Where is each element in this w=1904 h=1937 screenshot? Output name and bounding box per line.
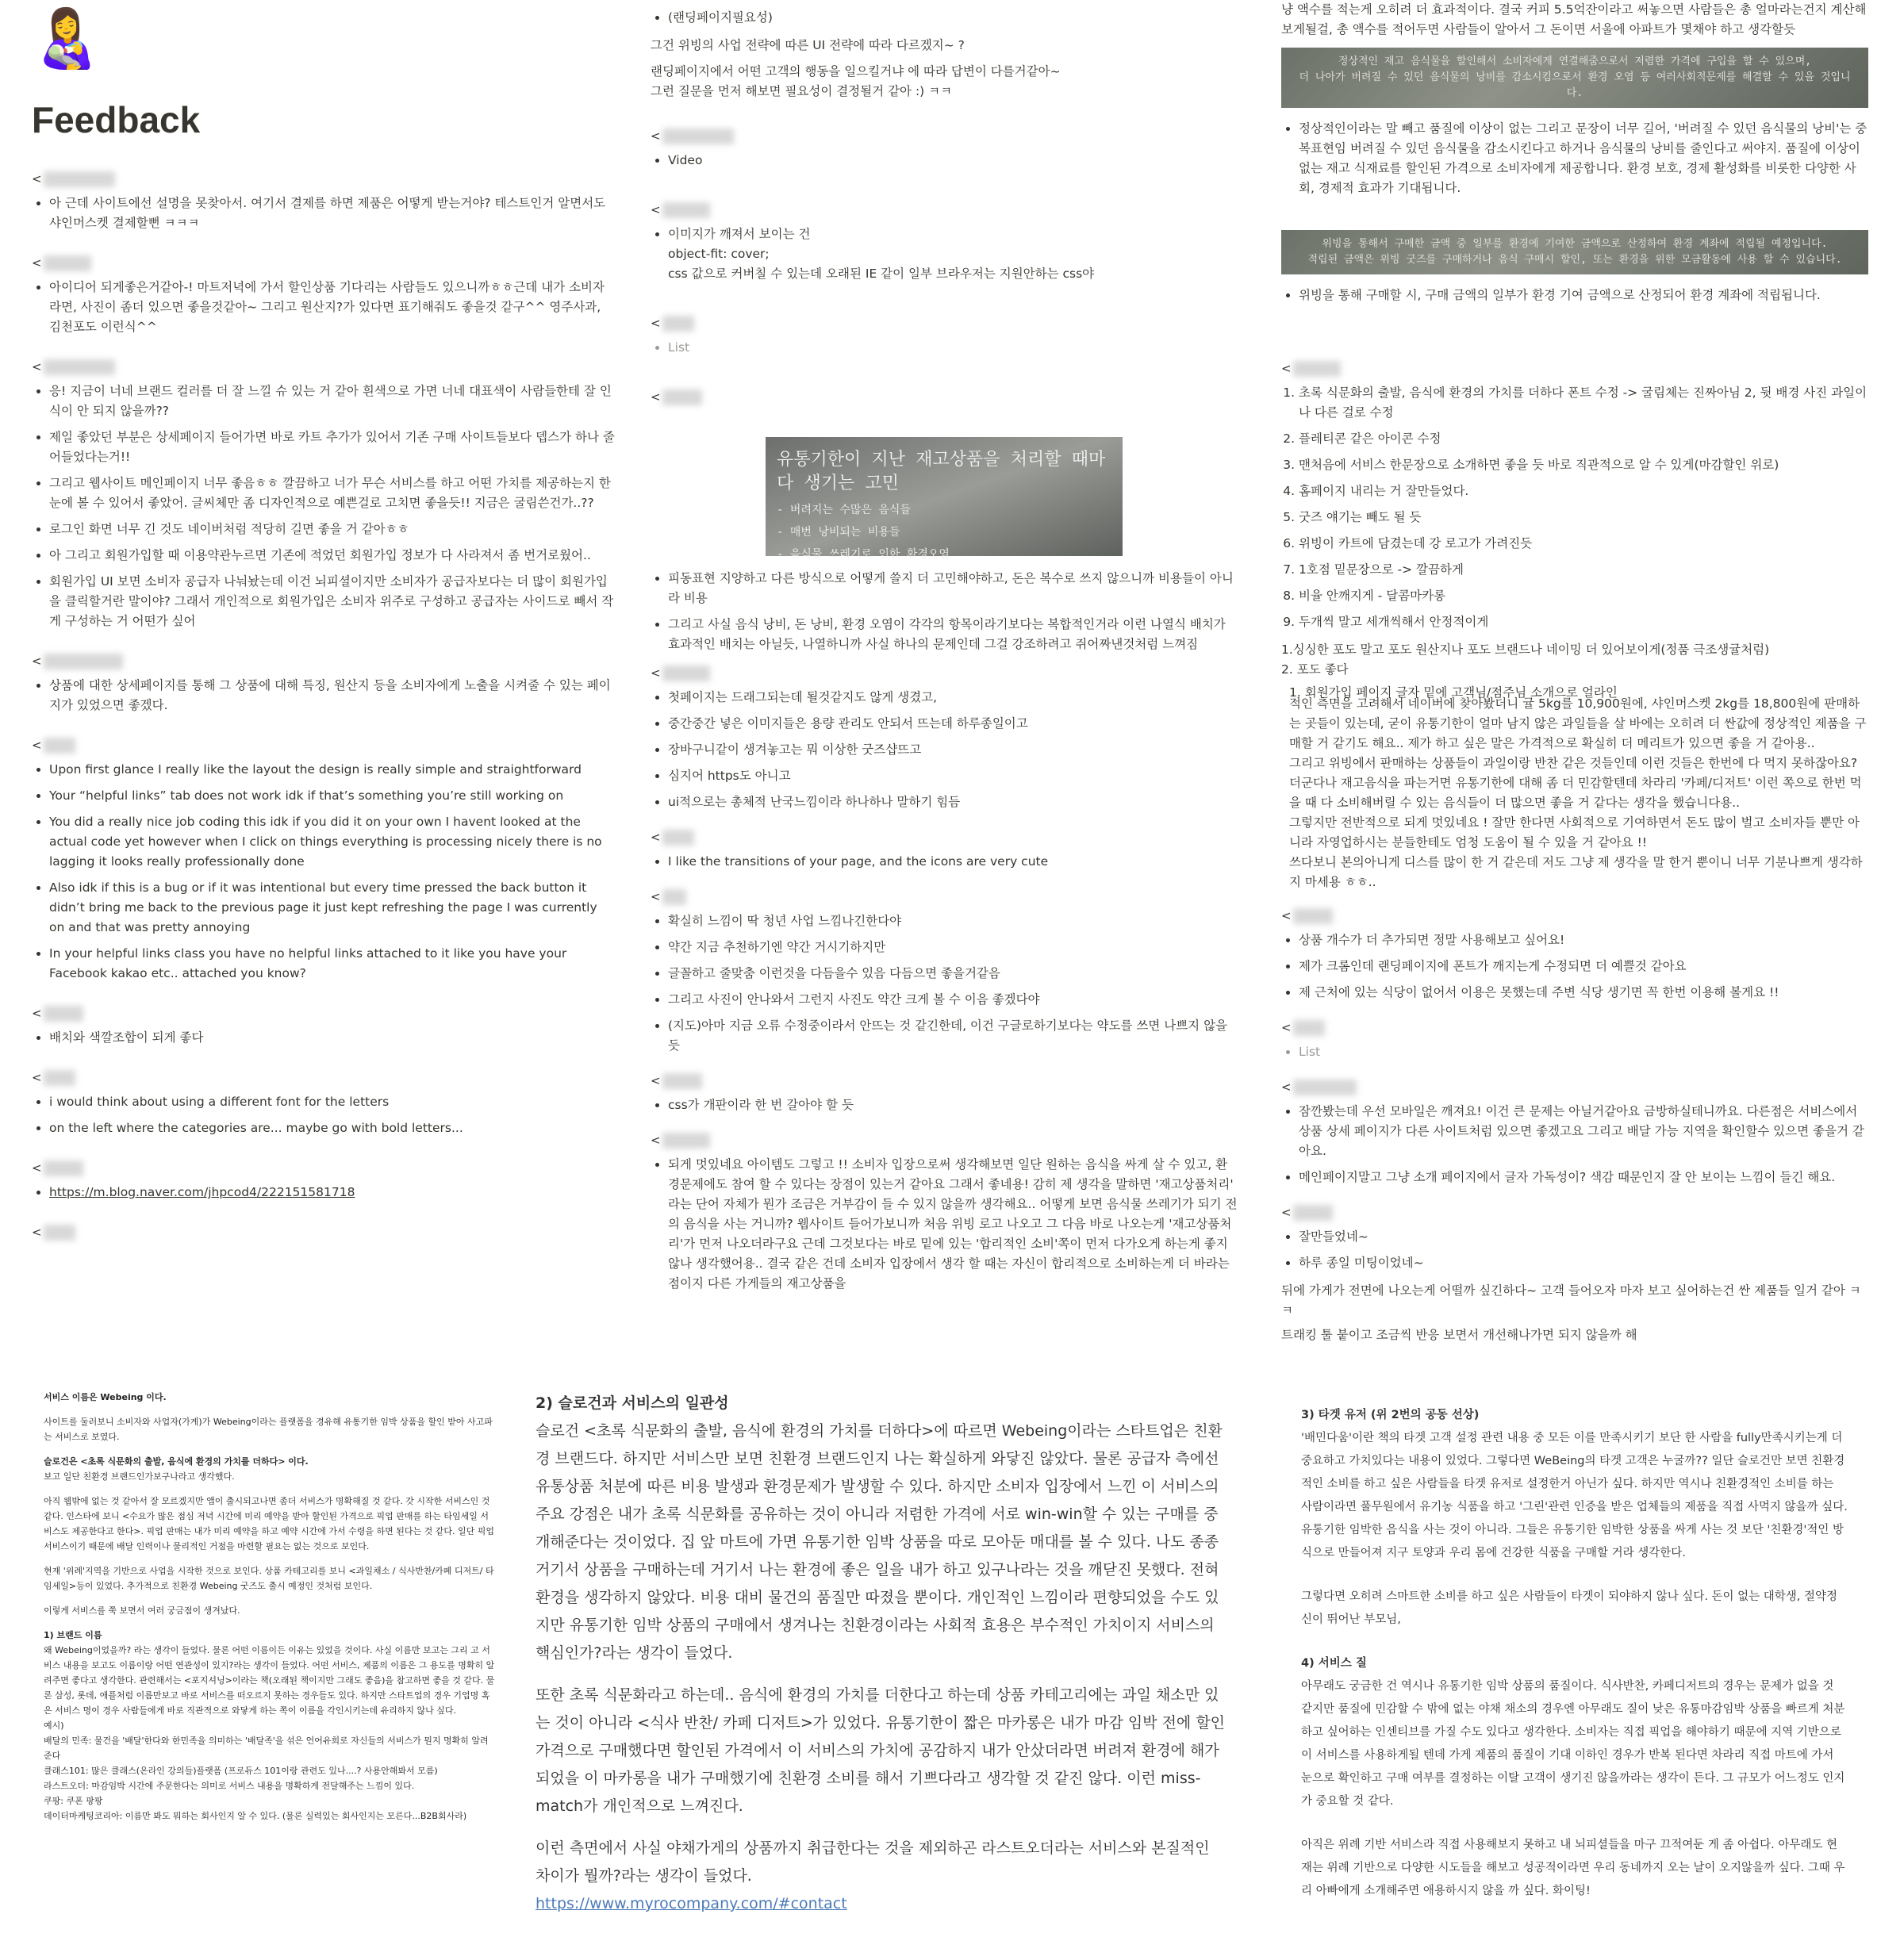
list-item: 2. 플레티콘 같은 아이콘 수정 (1299, 429, 1868, 449)
list-item: • 정상적인이라는 말 빼고 품질에 이상이 없는 그리고 문장이 너무 길어, '버려질 수 있던 음식물의 낭비'는 중복표현임 버려질 수 있던 음식물을 감소시킨다고 하거나 음식물의 낭비를 줄인다고 써야지. 품질에 이상이 없는 재고 식재료를 할인된 가격으로 소비자에게 제공합니다. 환경 보호, 경제 활성화를 비롯한 다양한 사회, 경제적 효과가 기대됩니다. (1299, 119, 1868, 198)
list-item: • 위빙을 통해 구매할 시, 구매 금액의 일부가 환경 기여 금액으로 산정되어 환경 계좌에 적립됩니다. (1299, 286, 1868, 305)
commenter-name: < (1281, 1080, 1357, 1095)
comment-list (651, 8, 1238, 28)
list-item: • 글꼴하고 줄맞춤 이런것을 다듬을수 있음 다듬으면 좋을거같음 (668, 964, 1238, 984)
list-item: • Your “helpful links” tab does not work idk if that’s something you’re still working on (49, 786, 615, 806)
list-item: • css가 개판이라 한 번 갈아야 할 듯 (668, 1095, 1238, 1115)
feedback-column-2 (651, 0, 1238, 1291)
doc-paragraph: 예시) (44, 1720, 64, 1731)
commenter-name: < (1281, 1020, 1325, 1036)
list-item: • 배치와 색깔조합이 되게 좋다 (49, 1028, 615, 1048)
commenter-name: < (651, 316, 694, 332)
reply-line: 1.싱싱한 포도 말고 포도 원산지나 포도 브랜드나 네이밍 더 있어보이게(정품 극조생귤처럼) (1281, 642, 1770, 657)
list-item: 5. 굿즈 얘기는 빼도 될 듯 (1299, 508, 1868, 527)
review-document-left (44, 1390, 496, 1929)
comment-list (32, 382, 615, 631)
list-item: • 피동표현 지양하고 다른 방식으로 어떻게 쓸지 더 고민해야하고, 돈은 복수로 쓰지 않으니까 비용들이 아니라 비용 (668, 569, 1238, 608)
list-item: • 심지어 https도 아니고 (668, 766, 1238, 786)
list-item-text: 이미지가 깨져서 보이는 건 (668, 227, 811, 241)
image-bullet: - 음식물 쓰레기로 인한 환경오염 (777, 548, 950, 561)
comment-list (32, 278, 615, 337)
commenter-name: < (32, 1006, 83, 1022)
doc-subheading: 3) 타겟 유저 (위 2번의 공동 선상) (1301, 1409, 1480, 1421)
comment-list (32, 1092, 615, 1138)
reply-line: 트래킹 툴 붙이고 조금씩 반응 보면서 개선해나가면 되지 않을까 해 (1281, 1328, 1637, 1342)
review-document-middle (536, 1390, 1226, 1929)
doc-paragraph: 라스트오더: 마감임박 시간에 주문한다는 의미로 서비스 내용을 명확하게 전달해주는 느낌이 있다. (44, 1781, 415, 1791)
doc-paragraph: 이런 측면에서 사실 야채가게의 상품까지 취급한다는 것을 제외하곤 라스트오더라는 서비스와 본질적인 차이가 뭘까?라는 생각이 들었다. (536, 1839, 1210, 1885)
comment-list (32, 194, 615, 233)
contact-link[interactable]: https://www.myrocompany.com/#contact (536, 1895, 847, 1912)
list-item: 7. 1호점 밑문장으로 -> 깔끔하게 (1299, 560, 1868, 580)
list-item: • 제가 크롬인데 랜딩페이지에 폰트가 깨지는게 수정되면 더 예쁠것 같아요 (1299, 957, 1868, 976)
feedback-column-1 (32, 0, 615, 1241)
list-item: • 잘만들었네~ (1299, 1227, 1868, 1247)
feedback-column-3 (1281, 0, 1868, 1345)
list-item: • You did a really nice job coding this idk if you did it on your own I havent looked at the actual code yet however when I click on things everything is processing nicely there is no lagging it looks really professionally done (49, 812, 615, 872)
comment-list (32, 676, 615, 715)
comment-list (651, 911, 1238, 1056)
doc-paragraph: 클래스101: 많은 클래스(온라인 강의들)플랫폼 (프로듀스 101이랑 관련도 있나....? 사용안해봐서 모름) (44, 1766, 438, 1776)
commenter-name: < (651, 128, 734, 144)
comment-list (32, 760, 615, 984)
doc-paragraph: 데이터마케팅코리아: 이름만 봐도 뭐하는 회사인지 알 수 있다. (물론 실력있는 회사인지는 모른다...B2B회사라) (44, 1811, 467, 1821)
numbered-list (1281, 383, 1868, 632)
doc-paragraph: 현재 '위례'지역을 기반으로 사업을 시작한 것으로 보인다. 상품 카테고리를 보니 <과일채소 / 식사반찬/카페 디저트/ 타임세일>등이 있었다. 추가적으로 친환경 Webeing 굿즈도 출시 예정인 것처럼 보인다. (44, 1566, 494, 1591)
doc-paragraph: 사이트를 둘러보니 소비자와 사업자(가게)가 Webeing이라는 플랫폼을 경유해 유통기한 임박 상품을 할인 받아 사고파는 서비스로 보였다. (44, 1417, 493, 1442)
doc-paragraph: 보고 일단 친환경 브랜드인가보구나라고 생각했다. (44, 1471, 235, 1482)
banner-line: 적립된 금액은 위빙 굿즈를 구매하거나 음식 구매시 할인, 또는 환경을 위한 모금활동에 사용 할 수 있습니다. (1307, 254, 1842, 266)
list-item: • on the left where the categories are... maybe go with bold letters... (49, 1118, 615, 1138)
reply-line: 랜딩페이지에서 어떤 고객의 행동을 일으킬거냐 에 따라 답변이 다를거같아~ (651, 64, 1061, 79)
doc-paragraph: 배달의 민족: 물건을 '배달'한다와 한민족을 의미하는 '배달족'을 섞은 언어유희로 자신들의 서비스가 뭔지 명확히 알려준다 (44, 1736, 489, 1761)
doc-paragraph: '배민다움'이란 책의 타겟 고객 설정 관련 내용 중 모든 이를 만족시키기 보단 한 사람을 fully만족시키는게 더 중요하고 가치있다는 내용이 있었다. 그렇다면 WeBeing의 타겟 고객은 누굴까?? 일단 슬로건만 보면 친환경적인 소비를 하고 싶은 사람들을 타겟 유저로 설정한거 아닌가 싶다. 하지만 역시나 친환경적인 소비를 하는 사람이라면 풀무원에서 유기농 식품을 하고 '그린'관련 인증을 받은 업체들의 제품을 직접 사먹지 않을까 싶다. 유통기한 임박한 음식을 사는 것이 아니라. 그들은 유통기한 임박한 상품을 싸게 사는 것 보단 '친환경'적인 방식으로 만들어져 지구 토양과 우리 몸에 건강한 식품을 구매할 거라 생각한다. (1301, 1432, 1848, 1559)
commenter-name: < (32, 359, 115, 375)
list-item: • 되게 멋있네요 아이템도 그렇고 !! 소비자 입장으로써 생각해보면 일단 원하는 음식을 싸게 살 수 있고, 환경문제에도 참여 할 수 있다는 장점이 있는거 같아요 그래서 좋네용! 감히 제 생각을 말하면 '재고상품처리' 라는 단어 자체가 뭔가 조금은 거부감이 들 수 있지 않을까 생각해요.. 어떻게 보면 음식물 쓰레기가 되기 전의 음식을 사는 거니까? 웹사이트 들어가보니까 처음 위빙 로고 나오고 그 다음 바로 나오는게 '재고상품처리'가 먼저 나오더라구요 근데 그것보다는 바로 밑에 있는 '합리적인 소비'쪽이 먼저 다가오게 하는게 좋지 않나 생각했어용.. 결국 같은 건데 소비자 입장에서 생각 할 때는 자신이 합리적으로 소비하는게 더 바라는 점이지 다른 가게들의 재고상품을 (668, 1155, 1238, 1274)
doc-paragraph: 또한 초록 식문화라고 하는데.. 음식에 환경의 가치를 더한다고 하는데 상품 카테고리에는 과일 채소만 있는 것이 아니라 <식사 반찬/ 카페 디저트>가 있었다. 유통기한이 짧은 마카롱은 내가 마감 임박 전에 할인 가격으로 구매했다면 할인된 가격에서 이 서비스의 가치에 공감하지 내가 안샀더라면 버려져 환경에 해가 되었을 이 마카롱을 내가 구매했기에 친환경 소비를 해서 기쁘다라고 생각할 것 같진 않다. 이런 miss-match가 개인적으로 느껴진다. (536, 1686, 1226, 1815)
comment-list (651, 1155, 1238, 1291)
comment-list (1281, 286, 1868, 305)
list-item: • 그리고 사진이 안나와서 그런지 사진도 약간 크게 볼 수 이음 좋겠다야 (668, 990, 1238, 1010)
list-item-text: css 값으로 커버칠 수 있는데 오래된 IE 같이 일부 브라우저는 지원안하는 css야 (668, 267, 1095, 281)
list-item (49, 1183, 615, 1202)
doc-paragraph: 그렇다면 오히려 스마트한 소비를 하고 싶은 사람들이 타겟이 되야하지 않나 싶다. 돈이 없는 대학생, 절약정신이 뛰어난 부모님, (1301, 1590, 1838, 1626)
list-item: • 중간중간 넣은 이미지들은 용량 관리도 안되서 뜨는데 하루종일이고 (668, 714, 1238, 734)
list-item: • ui적으로는 총체적 난국느낌이라 하나하나 말하기 힘듬 (668, 792, 1238, 812)
reply-line: 2. 포도 좋다 (1281, 662, 1349, 677)
list-item: 6. 위빙이 카트에 담겼는데 강 로고가 가려진듯 (1299, 534, 1868, 554)
comment-list (1281, 1042, 1868, 1062)
commenter-name: < (651, 202, 710, 218)
list-item: • i would think about using a different font for the letters (49, 1092, 615, 1112)
list-item: • 아이디어 되게좋은거같아-! 마트저녁에 가서 할인상품 기다리는 사람들도 있으니까ㅎㅎ근데 내가 소비자라면, 사진이 좀더 있으면 좋을것같아~ 그리고 원산지?가 있다면 표기해줘도 좋을것 같구^^ 영주사과, 김천포도 이런식^^ (49, 278, 615, 337)
doc-paragraph: 이렇게 서비스를 쭉 보면서 여러 궁금점이 생겨났다. (44, 1605, 240, 1616)
list-item: • 장바구니같이 생겨놓고는 뭐 이상한 굿즈샵뜨고 (668, 740, 1238, 760)
commenter-name: < (32, 171, 115, 187)
list-item-text: object-fit: cover; (668, 247, 770, 261)
breastfeeding-emoji-icon: 👩‍🍼 (32, 5, 103, 71)
list-item: • 제 근처에 있는 식당이 없어서 이용은 못했는데 주변 식당 생기면 꼭 한번 이용해 볼게요 !! (1299, 983, 1868, 1003)
commenter-name: < (32, 255, 91, 271)
list-item (668, 224, 1238, 284)
banner-line: 정상적인 재고 음식물을 할인해서 소비자에게 연결해줌으로서 저렴한 가격에 구입을 할 수 있으며, (1338, 56, 1812, 67)
list-item: • Also idk if this is a bug or if it was intentional but every time pressed the back button it didn’t bring me back to the previous page it just kept refreshing the page I was currently on and that was pretty annoying (49, 878, 615, 938)
comment-list (1281, 1102, 1868, 1187)
commenter-name: < (1281, 361, 1341, 377)
list-item: • I like the transitions of your page, and the icons are very cute (668, 852, 1238, 872)
list-item: 3. 맨처음에 서비스 한문장으로 소개하면 좋을 듯 바로 직관적으로 알 수 있게(마감할인 위로) (1299, 455, 1868, 475)
doc-subheading: 2) 슬로건과 서비스의 일관성 (536, 1394, 729, 1412)
comment-list (1281, 1227, 1868, 1273)
banner-image-screenshot (1281, 48, 1868, 108)
list-item: • 메인페이지말고 그냥 소개 페이지에서 글자 가독성이? 색감 때문인지 잘 안 보이는 느낌이 들긴 해요. (1299, 1168, 1868, 1187)
blog-link[interactable]: https://m.blog.naver.com/jhpcod4/222151581718 (49, 1185, 355, 1199)
list-placeholder: • List (668, 338, 1238, 358)
list-item: • 약간 지금 추천하기엔 약간 거시기하지만 (668, 938, 1238, 957)
reply-line: 뒤에 가게가 전면에 나오는게 어떨까 싶긴하다~ 고객 들어오자 마자 보고 싶어하는건 싼 제품들 일거 같아 ㅋㅋ (1281, 1283, 1861, 1318)
image-bullet: - 매번 낭비되는 비용들 (777, 526, 900, 539)
list-item: • 첫페이지는 드래그되는데 될것같지도 않게 생겼고, (668, 688, 1238, 708)
commenter-name: < (651, 1133, 710, 1149)
doc-paragraph: 아무래도 궁금한 건 역시나 유통기한 임박 상품의 품질이다. 식사반찬, 카페디저트의 경우는 문제가 없을 것 같지만 품질에 민감할 수 밖에 없는 야채 채소의 경우엔 아무래도 질이 낮은 유통마감임박 상품을 빠르게 처분하고 싶어하는 인센티브를 가질 수도 있다고 생각한다. 소비자는 직접 픽업을 해야하기 때문에 지역 기반으로 이 서비스를 사용하게될 텐데 가게 제품의 품질이 기대 이하인 경우가 반복 된다면 차라리 직접 마트에 가서 눈으로 확인하고 구매 여부를 결정하는 이탈 고객이 생기진 않을까라는 생각이 든다. 그 규모가 어느정도 인지가 중요할 것 같다. (1301, 1680, 1845, 1808)
list-item: • (랜딩페이지필요성) (668, 8, 1238, 28)
list-item: • 로그인 화면 너무 긴 것도 네이버처럼 적당히 길면 좋을 거 같아ㅎㅎ (49, 520, 615, 539)
reply-line: 그런 질문을 먼저 해보면 필요성이 결정될거 같아 :) ㅋㅋ (651, 84, 953, 98)
commenter-name: < (32, 654, 123, 669)
comment-list (651, 151, 1238, 171)
reply-line: 쓰다보니 본의아니게 디스를 많이 한 거 같은데 저도 그냥 제 생각을 말 한거 뿐이니 너무 기분나쁘게 생각하지 마세용 ㅎㅎ.. (1289, 855, 1863, 889)
list-item: • Upon first glance I really like the layout the design is really simple and straightforward (49, 760, 615, 780)
list-item: 4. 홈페이지 내리는 거 잘만들었다. (1299, 481, 1868, 501)
list-item: • 잠깐봤는데 우선 모바일은 깨져요! 이건 큰 문제는 아닐거같아요 금방하실테니까요. 다른점은 서비스에서 상품 상세 페이지가 다른 사이트처럼 있으면 좋겠고요 그리고 배달 가능 지역을 확인할수 있으면 좋을거 같아요. (1299, 1102, 1868, 1161)
commenter-name: < (1281, 1205, 1333, 1221)
reply-line: 1. 회원가입 페이지 글자 밑에 고객님/점주님 소개으로 얼라인 (1289, 685, 1618, 700)
doc-subheading: 4) 서비스 질 (1301, 1657, 1367, 1670)
reply-line: 그렇지만 전반적으로 되게 멋있네요 ! 잘만 한다면 사회적으로 기여하면서 돈도 많이 벌고 소비자들 뿐만 아니라 자영업하시는 분들한테도 엄청 도움이 될 수 있을 거 같아요 !! (1289, 815, 1860, 850)
doc-paragraph: 왜 Webeing이었을까? 라는 생각이 들었다. 물론 어떤 이름이든 이유는 있었을 것이다. 사실 이름만 보고는 그리 고 서비스 내용을 보고도 이름이랑 어떤 연관성이 있지?라는 생각이 들었다. 어떤 서비스, 제품의 이름은 그 용도를 명확히 알려주면 좋다고 생각한다. 관련해서는 <포지셔닝>이라는 책(오래된 책이지만 그래도 좋음)을 참고하면 좋을 것 같다. 물론 삼성, 롯데, 애플처럼 이름만보고 바로 서비스를 떠오르지 못하는 경우들도 있다. 하지만 스타트업의 경우 기업명 혹은 서비스 명이 경우 사람들에게 바로 직관적으로 와닿게 하는 쪽이 이름을 각인시키는데 유리하지 않나 싶다. (44, 1645, 495, 1716)
commenter-name: < (32, 738, 75, 754)
list-item: • 상품에 대한 상세페이지를 통해 그 상품에 대해 특징, 원산지 등을 소비자에게 노출을 시켜줄 수 있는 페이지가 있었으면 좋겠다. (49, 676, 615, 715)
comment-list (1281, 119, 1868, 198)
list-item: • 회원가입 UI 보면 소비자 공급자 나눠놨는데 이건 뇌피셜이지만 소비자가 공급자보다는 더 많이 회원가입을 클릭할거란 말이야? 그래서 개인적으로 회원가입은 소비자 위주로 구성하고 공급자는 사이드로 빼서 작게 구성하는 거 어떤가 싶어 (49, 572, 615, 631)
list-item: 9. 두개씩 말고 세개씩해서 안정적이게 (1299, 612, 1868, 632)
commenter-name: < (32, 1070, 75, 1086)
comment-list (651, 569, 1238, 654)
doc-paragraph: 아직은 위례 기반 서비스라 직접 사용해보지 못하고 내 뇌피셜들을 마구 끄적여둔 게 좀 아쉽다. 아무래도 현재는 위례 기반으로 다양한 시도들을 해보고 성공적이라면 우리 동네까지 오는 날이 오지않을까 싶다. 그때 우리 아빠에게 소개해주면 애용하시지 않을 까 싶다. 화이팅! (1301, 1839, 1845, 1897)
list-item: • Video (668, 151, 1238, 171)
list-item: • 아 근데 사이트에선 설명을 못찾아서. 여기서 결제를 하면 제품은 어떻게 받는거야? 테스트인거 알면서도 샤인머스켓 결제할뻔 ㅋㅋㅋ (49, 194, 615, 233)
list-placeholder: • List (1299, 1042, 1868, 1062)
list-item: • 상품 개수가 더 추가되면 정말 사용해보고 싶어요! (1299, 930, 1868, 950)
reply-paragraph: 냥 액수를 적는게 오히려 더 효과적이다. 결국 커피 5.5억잔이라고 써놓으면 사람들은 총 얼마라는건지 계산해보게될걸, 총 액수를 적어두면 사람들이 알아서 그 돈이면 서울에 아파트가 몇채야 하고 생각할듯 (1281, 2, 1867, 36)
doc-paragraph: 슬로건은 <초록 식문화의 출발, 음식에 환경의 가치를 더하다> 이다. (44, 1456, 309, 1467)
comment-list (651, 852, 1238, 872)
doc-paragraph: 쿠팡: 쿠폰 팡팡 (44, 1796, 103, 1806)
comment-list (651, 224, 1238, 284)
commenter-name: < (32, 1225, 75, 1241)
image-heading: 유통기한이 지난 재고상품을 처리할 때마다 생기는 고민 (777, 450, 1106, 493)
comment-list (32, 1183, 615, 1202)
reply-paragraph (1281, 694, 1868, 892)
doc-paragraph: 슬로건 <초록 식문화의 출발, 음식에 환경의 가치를 더하다>에 따르면 Webeing이라는 스타트업은 친환경 브랜드다. 하지만 서비스만 보면 친환경 브랜드인지 나는 확실하게 와닿진 않았다. 물론 공급자 측에선 유통상품 처분에 따른 비용 발생과 환경문제가 발생할 수 있다. 하지만 소비자 입장에서 느낀 이 서비스의 주요 강점은 내가 초록 식문화를 공유하는 것이 아니라 저렴한 가격에 서로 win-win할 수 있는 구매를 중개해준다는 것이었다. 집 앞 마트에 가면 유통기한 임박 상품을 따로 모아둔 매대를 볼 수 있다. 나도 종종 거기서 상품을 구매하는데 거기서 나는 환경에 좋은 일을 내가 하고 있구나라는 것을 깨닫진 못했다. 전혀 환경을 생각하지 않았다. 비용 대비 물건의 품질만 따졌을 뿐이다. 개인적인 느낌이라 편향되었을 수도 있지만 유통기한 임박 상품의 구매에서 생겨나는 친환경이라는 사회적 효용은 부수적인 가치이지 서비스의 핵심인가?라는 생각이 들었다. (536, 1422, 1223, 1662)
banner-line: 더 나아가 버려질 수 있던 음식물의 낭비를 감소시킴으로서 환경 오염 등 여러사회적문제를 해결할 수 있을 것입니다. (1299, 71, 1851, 99)
list-item: • 아 그리고 회원가입할 때 이용약관누르면 기존에 적었던 회원가입 정보가 다 사라져서 좀 번거로웠어.. (49, 546, 615, 566)
banner-line: 위빙을 통해서 구매한 금액 중 일부를 환경에 기여한 금액으로 산정하여 환경 계좌에 적립될 예정입니다. (1322, 238, 1828, 250)
commenter-name: < (1281, 908, 1333, 924)
comment-list (32, 1028, 615, 1048)
commenter-name: < (651, 665, 710, 681)
doc-paragraph: 서비스 이름은 Webeing 이다. (44, 1392, 167, 1402)
image-bullet: - 버려지는 수많은 음식들 (777, 504, 911, 516)
list-item: • 그리고 사실 음식 낭비, 돈 낭비, 환경 오염이 각각의 항목이라기보다는 복합적인거라 이런 나열식 배치가 효과적인 배치는 아닐듯, 나열하니까 사실 하나의 문제인데 그걸 강조하려고 쥐어짜낸것처럼 느껴짐 (668, 615, 1238, 654)
list-item: 1. 초록 식문화의 출발, 음식에 환경의 가치를 더하다 폰트 수정 -> 굴림체는 진짜아님 2, 뒷 배경 사진 과일이나 다른 걸로 수정 (1299, 383, 1868, 423)
list-item: • 하루 종일 미팅이었네~ (1299, 1253, 1868, 1273)
list-item: • 제일 좋았던 부분은 상세페이지 들어가면 바로 카트 추가가 있어서 기존 구매 사이트들보다 뎁스가 하나 줄어들었다는거!! (49, 428, 615, 467)
list-item: • (지도)아마 지금 오류 수정중이라서 안뜨는 것 같긴한데, 이건 구글로하기보다는 약도를 쓰면 나쁘지 않을듯 (668, 1016, 1238, 1056)
commenter-name: < (651, 830, 694, 846)
hero-image-screenshot (766, 437, 1123, 561)
page-title: Feedback (32, 99, 201, 140)
list-item: 8. 비율 안깨지게 - 달콤마카롱 (1299, 586, 1868, 606)
comment-list (651, 688, 1238, 812)
list-item: • 그리고 웹사이트 메인페이지 너무 좋음ㅎㅎ 깔끔하고 너가 무슨 서비스를 하고 어떤 가치를 제공하는지 한눈에 볼 수 있어서 좋았어. 글씨체만 좀 디자인적으로 예쁜걸로 고치면 좋을듯!! 지금은 굴림쓴건가..?? (49, 474, 615, 513)
commenter-name: < (651, 889, 686, 905)
list-item: • 응! 지금이 너네 브랜드 컬러를 더 잘 느낄 슈 있는 거 같아 흰색으로 가면 너네 대표색이 사람들한테 잘 인식이 안 되지 않을까?? (49, 382, 615, 421)
doc-paragraph: 아직 웹밖에 없는 것 같아서 잘 모르겠지만 앱이 출시되고나면 좀더 서비스가 명확해질 것 같다. 갓 시작한 서비스인 것 같다. 인스타에 보니 <수요가 많은 점심 저녁 시간에 미리 예약을 받아 할인된 가격으로 픽업 판매를 하는 타임세일 서비스도 제공한다고 한다>. 픽업 판매는 내가 미리 예약을 하고 예약 시간에 가서 수령을 하면 된다는 것 같다. 일단 픽업 서비스이기 때문에 배달 인력이나 물리적인 거점을 마련할 필요는 없는 것으로 보인다. (44, 1496, 494, 1552)
doc-subheading: 1) 브랜드 이름 (44, 1630, 102, 1640)
list-item: • In your helpful links class you have no helpful links attached to it like you have your Facebook kakao etc.. attached you know? (49, 944, 615, 984)
list-item: • 확실히 느낌이 딱 청년 사업 느낌나긴한다야 (668, 911, 1238, 931)
comment-list (651, 1095, 1238, 1115)
reply-line: 그리고 위빙에서 판매하는 상품들이 과일이랑 반찬 같은 것들인데 이런 것들은 한번에 다 먹지 못하잖아요? 더군다나 재고음식을 파는거면 유통기한에 대해 좀 더 민감할텐데 차라리 '카페/디저트' 이런 쪽으로 한번 먹을 때 다 소비해버릴 수 있는 음식들이 더 많으면 좋을 거 같다는 생각을 했습니다용.. (1289, 756, 1862, 810)
commenter-name: < (651, 1073, 702, 1089)
review-document-right (1301, 1404, 1848, 1927)
commenter-name: < (32, 1160, 83, 1176)
comment-list (651, 338, 1238, 358)
commenter-name: < (651, 389, 702, 405)
comment-list (1281, 930, 1868, 1003)
banner-image-screenshot (1281, 230, 1868, 274)
reply-line: 적인 측면을 고려해서 네이버에 찾아봤더니 귤 5kg를 10,900원에, 샤인머스켓 2kg를 18,800원에 판매하는 곳들이 있는데, 굳이 유통기한이 얼마 남지 않은 과일들을 살 바에는 오히려 더 싼값에 정상적인 제품을 구매할 거 같기도 해요.. 제가 하고 싶은 말은 가격적으로 확실히 더 메리트가 있으면 좋을 거 같아용.. (1289, 696, 1867, 750)
reply-line: 그건 위빙의 사업 전략에 따른 UI 전략에 따라 다르겠지~ ? (651, 38, 965, 52)
